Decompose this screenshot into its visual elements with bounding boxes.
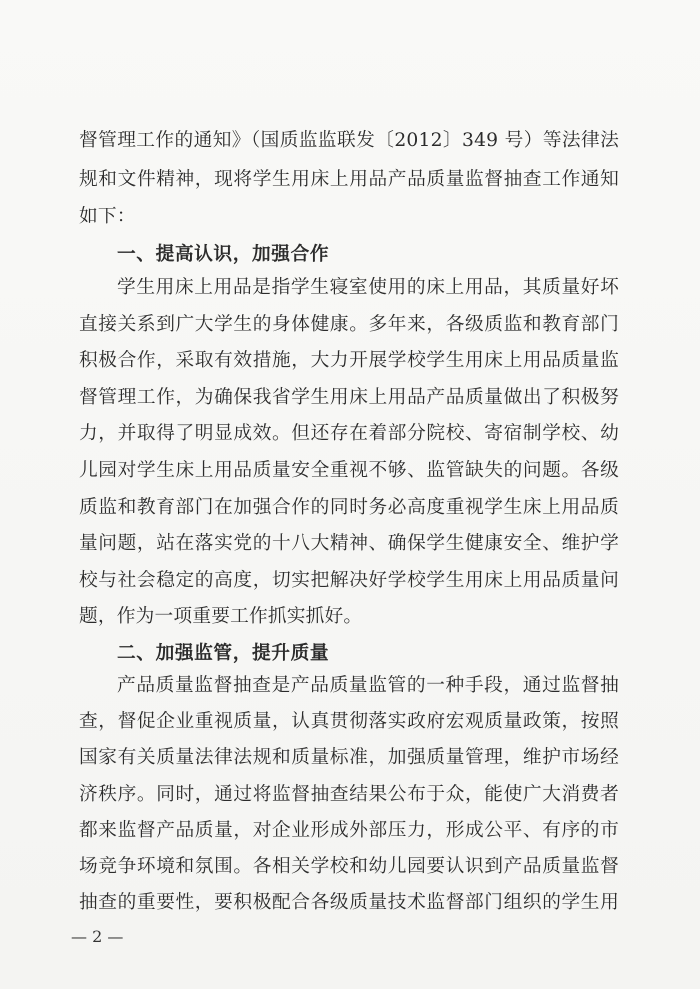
body-line: 查，督促企业重视质量，认真贯彻落实政府宏观质量政策，按照 [79,711,619,732]
body-line: 学生用床上用品是指学生寝室使用的床上用品，其质量好坏 [117,277,619,298]
body-line: 督管理工作，为确保我省学生用床上用品产品质量做出了积极努 [79,387,619,408]
body-line: 如下： [79,206,136,227]
body-line: 儿园对学生床上用品质量安全重视不够、监管缺失的问题。各级 [79,460,619,481]
section-heading-2: 二、加强监管，提升质量 [117,642,330,664]
body-line: 直接关系到广大学生的身体健康。多年来，各级质监和教育部门 [79,314,619,335]
body-line: 质监和教育部门在加强合作的同时务必高度重视学生床上用品质 [79,497,619,518]
body-line: 场竞争环境和氛围。各相关学校和幼儿园要认识到产品质量监督 [79,856,619,877]
body-line: 题，作为一项重要工作抓实抓好。 [79,606,363,627]
page-number: — 2 — [71,927,124,946]
body-line: 校与社会稳定的高度，切实把解决好学校学生用床上用品质量问 [79,570,619,591]
body-line: 国家有关质量法律法规和质量标准，加强质量管理，维护市场经 [79,747,619,768]
body-line: 产品质量监督抽查是产品质量监管的一种手段，通过监督抽 [117,675,619,696]
body-line: 济秩序。同时，通过将监督抽查结果公布于众，能使广大消费者 [79,784,619,805]
body-line: 规和文件精神，现将学生用床上用品产品质量监督抽查工作通知 [79,169,619,190]
body-line: 都来监督产品质量，对企业形成外部压力，形成公平、有序的市 [79,820,619,841]
body-line: 力，并取得了明显成效。但还存在着部分院校、寄宿制学校、幼 [79,423,619,444]
body-line: 积极合作，采取有效措施，大力开展学校学生用床上用品质量监 [79,350,619,371]
body-line: 督管理工作的通知》（国质监监联发〔2012〕349 号）等法律法 [79,130,619,151]
body-line: 抽查的重要性，要积极配合各级质量技术监督部门组织的学生用 [79,892,619,913]
body-line: 量问题，站在落实党的十八大精神、确保学生健康安全、维护学 [79,533,619,554]
section-heading-1: 一、提高认识，加强合作 [117,243,330,265]
